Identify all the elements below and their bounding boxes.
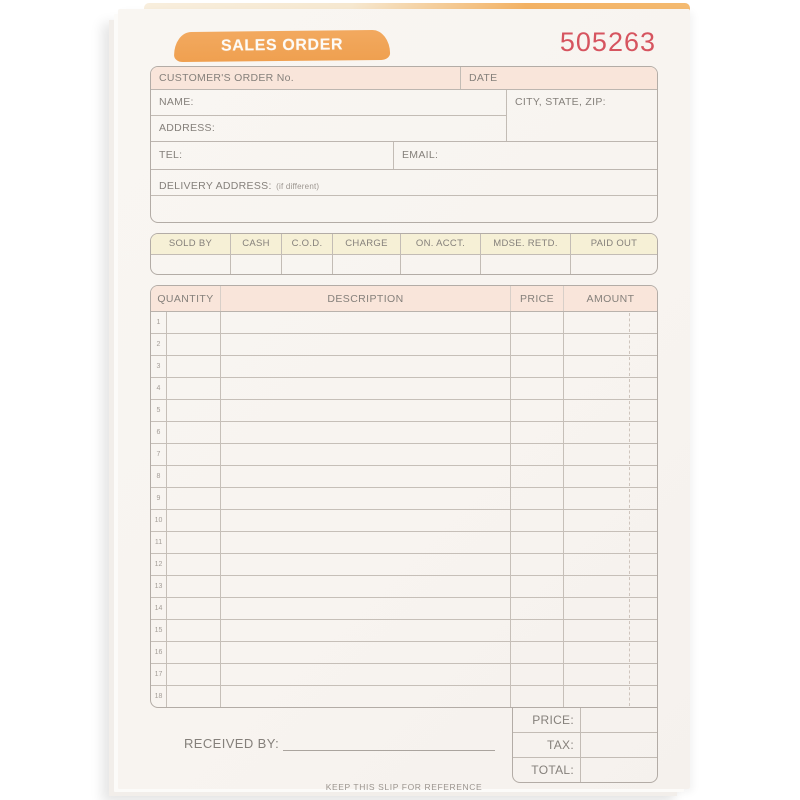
payment-column-blank — [151, 255, 230, 274]
form-header — [150, 23, 658, 61]
price-cell — [511, 488, 564, 509]
amount-cell — [564, 510, 657, 531]
customer-order-no-field: CUSTOMER'S ORDER No. — [151, 67, 461, 89]
email-field: EMAIL: — [402, 149, 439, 161]
quantity-cell — [167, 488, 221, 509]
price-cell — [511, 400, 564, 421]
price-cell — [511, 620, 564, 641]
totals-row — [513, 733, 657, 758]
row-number: 15 — [151, 620, 167, 641]
amount-cell — [564, 312, 657, 333]
description-cell — [221, 488, 511, 509]
payment-column — [151, 234, 231, 274]
payment-column — [333, 234, 401, 274]
item-row — [151, 510, 657, 532]
received-by — [184, 736, 495, 751]
amount-cell — [564, 642, 657, 663]
quantity-cell — [167, 686, 221, 707]
order-no-date-row — [151, 67, 657, 90]
amount-cell — [564, 422, 657, 443]
quantity-header: QUANTITY — [151, 286, 221, 311]
payment-column-header: MDSE. RETD. — [481, 234, 570, 255]
description-cell — [221, 554, 511, 575]
row-number: 7 — [151, 444, 167, 465]
description-cell — [221, 356, 511, 377]
payment-column-header: PAID OUT — [571, 234, 657, 255]
delivery-address-label: DELIVERY ADDRESS: — [159, 180, 272, 192]
description-cell — [221, 422, 511, 443]
received-by-label: RECEIVED BY: — [184, 736, 280, 751]
totals-value — [581, 733, 657, 757]
price-cell — [511, 510, 564, 531]
line-items-rows — [151, 312, 657, 707]
name-field: NAME: — [151, 90, 506, 116]
amount-cell — [564, 620, 657, 641]
row-number: 5 — [151, 400, 167, 421]
item-row — [151, 466, 657, 488]
quantity-cell — [167, 356, 221, 377]
description-cell — [221, 444, 511, 465]
price-cell — [511, 422, 564, 443]
amount-cell — [564, 576, 657, 597]
payment-column — [282, 234, 333, 274]
quantity-cell — [167, 576, 221, 597]
amount-cell — [564, 686, 657, 707]
amount-cell — [564, 532, 657, 553]
row-number: 1 — [151, 312, 167, 333]
description-cell — [221, 334, 511, 355]
amount-cell — [564, 554, 657, 575]
payment-column-blank — [282, 255, 332, 274]
item-row — [151, 620, 657, 642]
quantity-cell — [167, 532, 221, 553]
sales-order-tab — [174, 30, 390, 62]
sales-order-form — [150, 21, 658, 800]
row-number: 6 — [151, 422, 167, 443]
city-state-zip-field: CITY, STATE, ZIP: — [506, 90, 657, 141]
quantity-cell — [167, 334, 221, 355]
totals-value — [581, 708, 657, 732]
item-row — [151, 576, 657, 598]
price-cell — [511, 576, 564, 597]
price-cell — [511, 554, 564, 575]
price-cell — [511, 378, 564, 399]
payment-column — [571, 234, 657, 274]
price-cell — [511, 686, 564, 707]
description-cell — [221, 576, 511, 597]
payment-column-header: CHARGE — [333, 234, 400, 255]
delivery-address-field — [151, 170, 657, 196]
item-row — [151, 444, 657, 466]
quantity-cell — [167, 510, 221, 531]
address-field: ADDRESS: — [159, 122, 216, 134]
amount-header: AMOUNT — [586, 293, 635, 305]
totals-row — [513, 758, 657, 782]
row-number: 11 — [151, 532, 167, 553]
description-cell — [221, 312, 511, 333]
name-address-row — [151, 90, 657, 141]
payment-column-blank — [231, 255, 281, 274]
payment-method-box — [150, 233, 658, 275]
tel-field: TEL: — [151, 142, 394, 169]
item-row — [151, 532, 657, 554]
price-header: PRICE — [511, 286, 564, 311]
footer-note: KEEP THIS SLIP FOR REFERENCE — [325, 782, 483, 792]
quantity-cell — [167, 400, 221, 421]
amount-cell — [564, 334, 657, 355]
line-items-table — [150, 285, 658, 708]
description-header: DESCRIPTION — [221, 286, 511, 311]
description-cell — [221, 686, 511, 707]
amount-cell — [564, 664, 657, 685]
payment-column-header: ON. ACCT. — [401, 234, 480, 255]
line-items-header — [151, 286, 657, 312]
amount-cell — [564, 444, 657, 465]
item-row — [151, 664, 657, 686]
quantity-cell — [167, 444, 221, 465]
tel-email-row — [151, 141, 657, 170]
price-cell — [511, 334, 564, 355]
sheet-behind-edge — [144, 3, 690, 12]
amount-cell — [564, 378, 657, 399]
item-row — [151, 686, 657, 707]
payment-column-blank — [481, 255, 570, 274]
totals-label: TOTAL: — [513, 758, 581, 782]
quantity-cell — [167, 312, 221, 333]
customer-info-box — [150, 66, 658, 223]
description-cell — [221, 510, 511, 531]
amount-cell — [564, 356, 657, 377]
payment-column — [231, 234, 282, 274]
amount-cell — [564, 400, 657, 421]
form-footer-area — [150, 708, 658, 800]
row-number: 16 — [151, 642, 167, 663]
totals-value — [581, 758, 657, 782]
amount-cell — [564, 466, 657, 487]
price-cell — [511, 664, 564, 685]
description-cell — [221, 664, 511, 685]
received-by-signature-line — [283, 736, 495, 751]
date-field: DATE — [461, 67, 657, 89]
payment-column — [401, 234, 481, 274]
item-row — [151, 378, 657, 400]
delivery-address-blank-line — [151, 196, 657, 222]
item-row — [151, 554, 657, 576]
row-number: 9 — [151, 488, 167, 509]
quantity-cell — [167, 554, 221, 575]
totals-label: PRICE: — [513, 708, 581, 732]
quantity-cell — [167, 598, 221, 619]
quantity-cell — [167, 664, 221, 685]
row-number: 4 — [151, 378, 167, 399]
amount-cell — [564, 488, 657, 509]
totals-row — [513, 708, 657, 733]
payment-column — [481, 234, 571, 274]
item-row — [151, 312, 657, 334]
price-cell — [511, 466, 564, 487]
description-cell — [221, 378, 511, 399]
amount-cell — [564, 598, 657, 619]
row-number: 18 — [151, 686, 167, 707]
delivery-address-note: (if different) — [276, 182, 320, 191]
row-number: 2 — [151, 334, 167, 355]
row-number: 13 — [151, 576, 167, 597]
item-row — [151, 598, 657, 620]
description-cell — [221, 466, 511, 487]
description-cell — [221, 400, 511, 421]
payment-column-header: C.O.D. — [282, 234, 332, 255]
item-row — [151, 422, 657, 444]
row-number: 17 — [151, 664, 167, 685]
item-row — [151, 642, 657, 664]
row-number: 12 — [151, 554, 167, 575]
quantity-cell — [167, 642, 221, 663]
name-address-left — [151, 90, 506, 141]
form-title: SALES ORDER — [220, 36, 344, 55]
row-number: 14 — [151, 598, 167, 619]
price-cell — [511, 642, 564, 663]
sales-order-pad — [118, 9, 690, 792]
totals-box — [512, 707, 658, 783]
row-number: 8 — [151, 466, 167, 487]
row-number: 3 — [151, 356, 167, 377]
payment-column-header: CASH — [231, 234, 281, 255]
payment-column-header: SOLD BY — [151, 234, 230, 255]
payment-column-blank — [571, 255, 657, 274]
price-cell — [511, 532, 564, 553]
description-cell — [221, 532, 511, 553]
price-cell — [511, 356, 564, 377]
description-cell — [221, 598, 511, 619]
quantity-cell — [167, 422, 221, 443]
quantity-cell — [167, 466, 221, 487]
payment-column-blank — [333, 255, 400, 274]
item-row — [151, 400, 657, 422]
price-cell — [511, 312, 564, 333]
serial-number: 505263 — [559, 27, 656, 57]
price-cell — [511, 444, 564, 465]
payment-column-blank — [401, 255, 480, 274]
row-number: 10 — [151, 510, 167, 531]
price-cell — [511, 598, 564, 619]
item-row — [151, 334, 657, 356]
quantity-cell — [167, 378, 221, 399]
description-cell — [221, 642, 511, 663]
quantity-cell — [167, 620, 221, 641]
totals-label: TAX: — [513, 733, 581, 757]
item-row — [151, 356, 657, 378]
item-row — [151, 488, 657, 510]
description-cell — [221, 620, 511, 641]
